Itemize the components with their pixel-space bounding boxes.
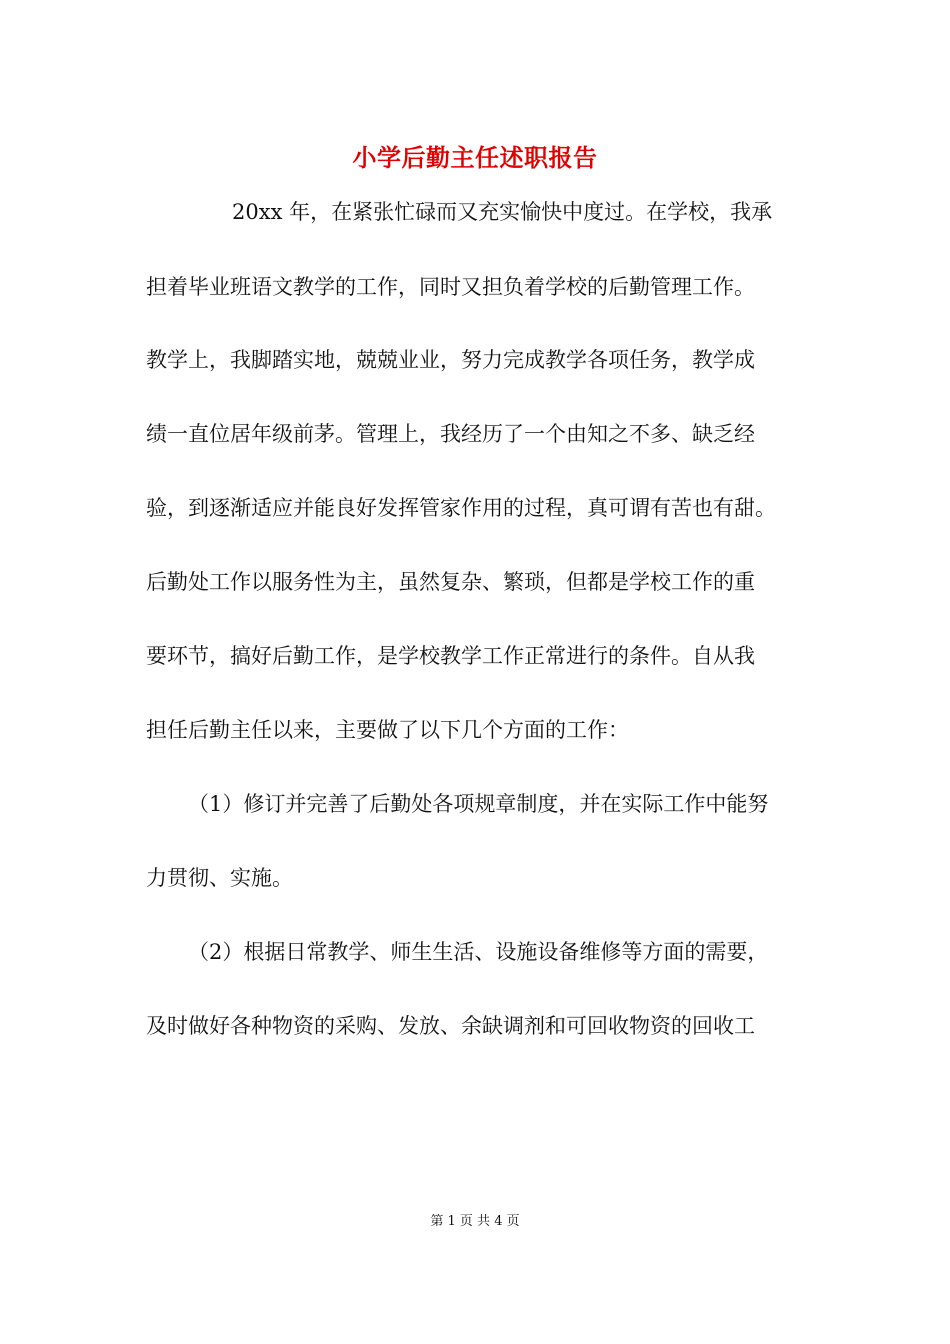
body-line: 后勤处工作以服务性为主，虽然复杂、繁琐，但都是学校工作的重 (146, 570, 755, 594)
body-line: 验，到逐渐适应并能良好发挥管家作用的过程，真可谓有苦也有甜。 (146, 496, 776, 520)
body-line: 教学上，我脚踏实地，兢兢业业，努力完成教学各项任务，教学成 (146, 348, 755, 372)
body-line: 绩一直位居年级前茅。管理上，我经历了一个由知之不多、缺乏经 (146, 422, 755, 446)
body-line: 担任后勤主任以来，主要做了以下几个方面的工作： (146, 718, 629, 742)
page-number: 第 1 页 共 4 页 (430, 1214, 520, 1229)
body-line: （1）修订并完善了后勤处各项规章制度，并在实际工作中能努 (188, 792, 769, 816)
document-title: 小学后勤主任述职报告 (352, 143, 598, 172)
body-line: （2）根据日常教学、师生生活、设施设备维修等方面的需要， (188, 940, 769, 964)
body-line: 及时做好各种物资的采购、发放、余缺调剂和可回收物资的回收工 (146, 1014, 755, 1038)
body-line: 20xx 年，在紧张忙碌而又充实愉快中度过。在学校，我承 (232, 200, 773, 224)
body-line: 要环节，搞好后勤工作，是学校教学工作正常进行的条件。自从我 (146, 644, 755, 668)
body-line: 担着毕业班语文教学的工作，同时又担负着学校的后勤管理工作。 (146, 275, 755, 299)
body-line: 力贯彻、实施。 (146, 866, 293, 890)
